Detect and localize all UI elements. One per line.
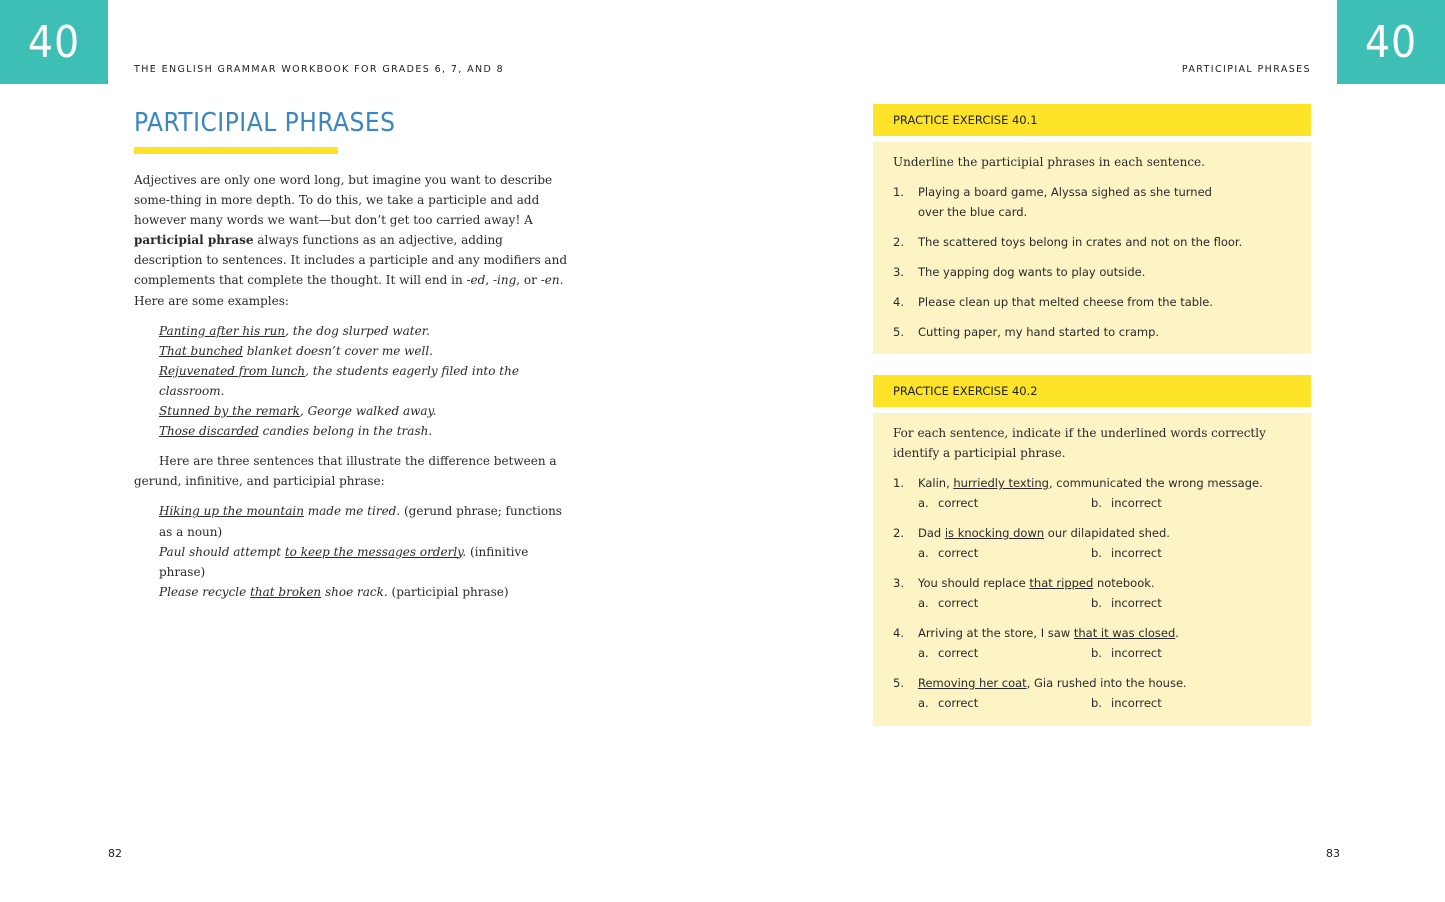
exercise-item: 2. The scattered toys belong in crates and not on the floor.	[893, 235, 1243, 249]
option-a: a. correct	[918, 696, 979, 710]
example-sentence: That bunched blanket doesn’t cover me well.	[159, 343, 434, 358]
exercise-instructions: Underline the participial phrases in each sentence.	[893, 155, 1205, 169]
example-list	[159, 321, 574, 442]
example-sentence: Panting after his run, the dog slurped water.	[159, 323, 430, 338]
option-a: a. correct	[918, 546, 979, 560]
key-term: participial phrase	[134, 233, 254, 248]
option-b: b. incorrect	[1091, 646, 1162, 660]
chapter-number: 40	[27, 16, 81, 68]
exercise-40-2-panel	[873, 413, 1311, 726]
option-a: a. correct	[918, 596, 979, 610]
chapter-number: 40	[1364, 16, 1418, 68]
exercise-40-2-heading: PRACTICE EXERCISE 40.2	[873, 375, 1311, 407]
title-underline-bar	[134, 147, 338, 154]
exercise-item: 4. Please clean up that melted cheese from the table.	[893, 295, 1214, 309]
option-b: b. incorrect	[1091, 496, 1162, 510]
exercise-item: 1. Playing a board game, Alyssa sighed as she turned over the blue card.	[893, 185, 1212, 219]
exercise-item: 3. You should replace that ripped notebook. a. correct b. incorrect	[893, 573, 1291, 613]
chapter-tab-left	[0, 0, 108, 84]
option-b: b. incorrect	[1091, 596, 1162, 610]
page-number-right: 83	[1326, 847, 1340, 860]
example-sentence: Those discarded candies belong in the trash.	[159, 424, 433, 439]
exercise-40-1-panel	[873, 142, 1311, 354]
page-number-left: 82	[108, 847, 122, 860]
running-head-left: THE ENGLISH GRAMMAR WORKBOOK FOR GRADES 6, 7, AND 8	[134, 64, 505, 75]
gerund-example: Hiking up the mountain made me tired. (gerund phrase; functions as a noun)	[159, 504, 562, 539]
exercise-item: 5. Cutting paper, my hand started to cramp.	[893, 325, 1160, 339]
lesson-title: PARTICIPIAL PHRASES	[134, 108, 396, 138]
exercise-item: 4. Arriving at the store, I saw that it was closed. a. correct b. incorrect	[893, 623, 1291, 663]
exercise-item: 1. Kalin, hurriedly texting, communicated the wrong message. a. correct b. incorrect	[893, 473, 1291, 513]
example-sentence: Rejuvenated from lunch, the students eagerly filed into the classroom.	[159, 363, 519, 398]
participial-example: Please recycle that broken shoe rack. (participial phrase)	[159, 584, 509, 599]
difference-paragraph: Here are three sentences that illustrate the difference between a gerund, infinitive, and participial phrase:	[134, 454, 557, 489]
infinitive-example: Paul should attempt to keep the messages orderly. (infinitive phrase)	[159, 544, 529, 579]
option-a: a. correct	[918, 646, 979, 660]
chapter-tab-right	[1337, 0, 1445, 84]
exercise-item: 2. Dad is knocking down our dilapidated shed. a. correct b. incorrect	[893, 523, 1291, 563]
exercise-40-1-heading: PRACTICE EXERCISE 40.1	[873, 104, 1311, 136]
exercise-item: 5. Removing her coat, Gia rushed into the house. a. correct b. incorrect	[893, 673, 1291, 713]
comparison-list	[159, 501, 574, 601]
option-b: b. incorrect	[1091, 696, 1162, 710]
option-a: a. correct	[918, 496, 979, 510]
exercise-instructions: For each sentence, indicate if the underlined words correctly identify a participial phrase.	[893, 426, 1266, 460]
example-sentence: Stunned by the remark, George walked away.	[159, 404, 437, 419]
option-b: b. incorrect	[1091, 546, 1162, 560]
lesson-body	[134, 170, 574, 612]
exercise-item: 3. The yapping dog wants to play outside.	[893, 265, 1146, 279]
intro-paragraph: Adjectives are only one word long, but imagine you want to describe some-thing in more depth. To do this, we take a participle and add however many words we want—but don’t get too carried away! A participial phrase always functions as an adjective, adding description to sentences. It includes a participle and any modifiers and complements that complete the thought. It will end in -ed, -ing, or -en. Here are some examples:	[134, 173, 567, 308]
running-head-right: PARTICIPIAL PHRASES	[1181, 64, 1311, 75]
